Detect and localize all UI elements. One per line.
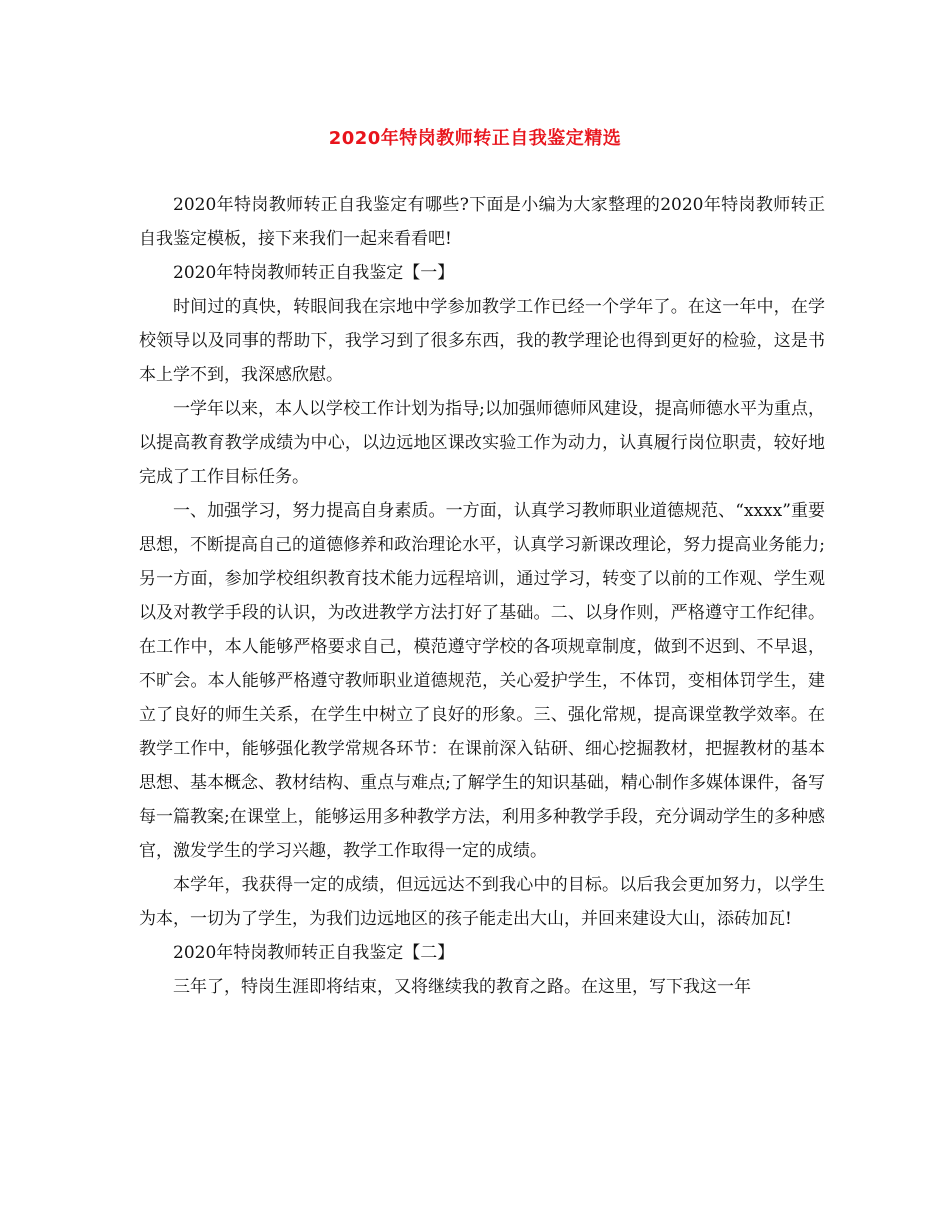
section-heading-two: 2020年特岗教师转正自我鉴定【二】 bbox=[173, 943, 455, 963]
paragraph: 一学年以来，本人以学校工作计划为指导;以加强师德师风建设，提高师德水平为重点，以提高教育教学成绩为中心，以边远地区课改实验工作为动力，认真履行岗位职责，较好地完成了工作目标任务。 bbox=[139, 399, 825, 487]
paragraph: 一、加强学习，努力提高自身素质。一方面，认真学习教师职业道德规范、“xxxx”重要思想，不断提高自己的道德修养和政治理论水平，认真学习新课改理论，努力提高业务能力;另一方面，参加学校组织教育技术能力远程培训，通过学习，转变了以前的工作观、学生观以及对教学手段的认识，为改进教学方法打好了基础。二、以身作则，严格遵守工作纪律。在工作中，本人能够严格要求自己，模范遵守学校的各项规章制度，做到不迟到、不早退，不旷会。本人能够严格遵守教师职业道德规范，关心爱护学生，不体罚，变相体罚学生，建立了良好的师生关系，在学生中树立了良好的形象。三、强化常规，提高课堂教学效率。在教学工作中，能够强化教学常规各环节：在课前深入钻研、细心挖掘教材，把握教材的基本思想、基本概念、教材结构、重点与难点;了解学生的知识基础，精心制作多媒体课件，备写每一篇教案;在课堂上，能够运用多种教学方法，利用多种教学手段，充分调动学生的多种感官，激发学生的学习兴趣，教学工作取得一定的成绩。 bbox=[139, 501, 825, 861]
paragraph: 本学年，我获得一定的成绩，但远远达不到我心中的目标。以后我会更加努力，以学生为本，一切为了学生，为我们边远地区的孩子能走出大山，并回来建设大山，添砖加瓦! bbox=[139, 875, 825, 929]
paragraph: 时间过的真快，转眼间我在宗地中学参加教学工作已经一个学年了。在这一年中，在学校领导以及同事的帮助下，我学习到了很多东西，我的教学理论也得到更好的检验，这是书本上学不到，我深感欣慰。 bbox=[139, 297, 825, 385]
paragraph-intro: 2020年特岗教师转正自我鉴定有哪些?下面是小编为大家整理的2020年特岗教师转正自我鉴定模板，接下来我们一起来看看吧! bbox=[139, 195, 825, 249]
document-body bbox=[139, 188, 825, 1004]
section-heading-one: 2020年特岗教师转正自我鉴定【一】 bbox=[173, 263, 455, 283]
document-title: 2020年特岗教师转正自我鉴定精选 bbox=[328, 128, 622, 149]
paragraph: 三年了，特岗生涯即将结束，又将继续我的教育之路。在这里，写下我这一年 bbox=[173, 977, 751, 997]
